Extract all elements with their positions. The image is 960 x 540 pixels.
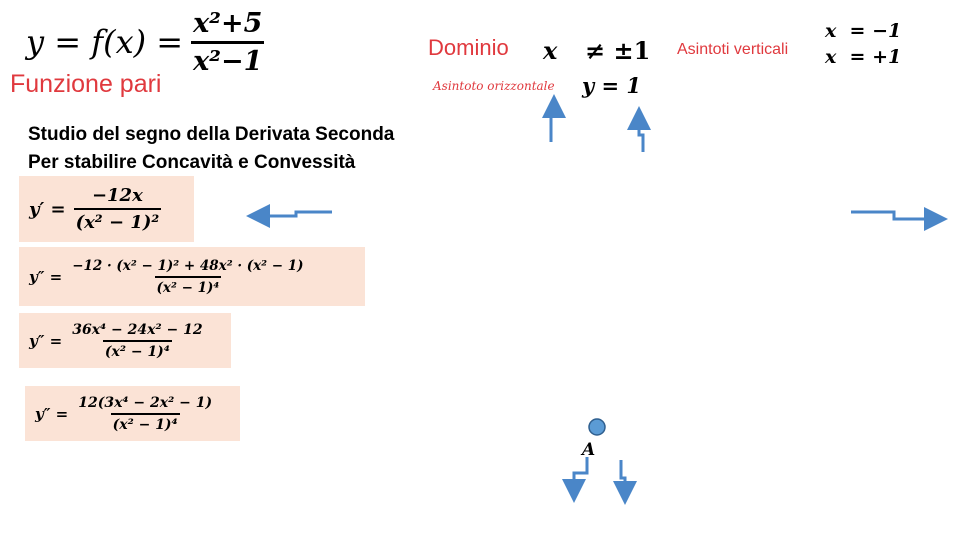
- second-derivative-1-denominator: (x² − 1)⁴: [155, 276, 222, 296]
- domain-label: Dominio: [428, 35, 509, 60]
- first-derivative-lhs: y′ =: [29, 198, 66, 220]
- point-a-marker: [589, 419, 605, 435]
- function-denominator: x²−1: [191, 41, 264, 77]
- domain-variable: x: [543, 36, 558, 65]
- vertical-asymptotes-label: Asintoti verticali: [677, 41, 789, 58]
- second-derivative-1-numerator: −12 · (x² − 1)² + 48x² · (x² − 1): [72, 257, 304, 274]
- curve-downward-arrow-left: [574, 457, 587, 491]
- point-a-label: A: [582, 440, 596, 460]
- second-derivative-2-numerator: 36x⁴ − 24x² − 12: [72, 321, 203, 338]
- horizontal-asymptote-equation: y = 1: [582, 73, 642, 98]
- second-derivative-3-numerator: 12(3x⁴ − 2x² − 1): [78, 394, 213, 411]
- horizontal-asymptote-label: Asintoto orizzontale: [433, 79, 555, 93]
- function-numerator: x²+5: [193, 7, 263, 39]
- curve-upward-arrow-left: [551, 106, 554, 142]
- domain-condition: ≠ ±1: [585, 36, 651, 65]
- second-derivative-1-lhs: y″ =: [29, 267, 63, 286]
- second-derivative-3-lhs: y″ =: [35, 404, 69, 423]
- curve-right-arrow: [851, 212, 936, 219]
- first-derivative-numerator: −12x: [91, 185, 143, 206]
- curve-upward-arrow-right: [639, 118, 643, 152]
- curve-downward-arrow-right: [621, 460, 625, 493]
- study-title-line-2: Per stabilire Concavità e Convessità: [28, 152, 356, 173]
- function-lhs: y = f(x) =: [26, 23, 184, 61]
- vertical-asymptote-eq-2: x = +1: [825, 46, 902, 68]
- curve-left-arrow: [258, 212, 332, 216]
- parity-label: Funzione pari: [10, 70, 162, 98]
- vertical-asymptote-eq-1: x = −1: [825, 20, 902, 42]
- second-derivative-2-denominator: (x² − 1)⁴: [103, 340, 172, 360]
- first-derivative-denominator: (x² − 1)²: [74, 208, 162, 233]
- second-derivative-2-lhs: y″ =: [29, 331, 63, 350]
- second-derivative-3-denominator: (x² − 1)⁴: [111, 413, 180, 433]
- study-title-line-1: Studio del segno della Derivata Seconda: [28, 124, 395, 145]
